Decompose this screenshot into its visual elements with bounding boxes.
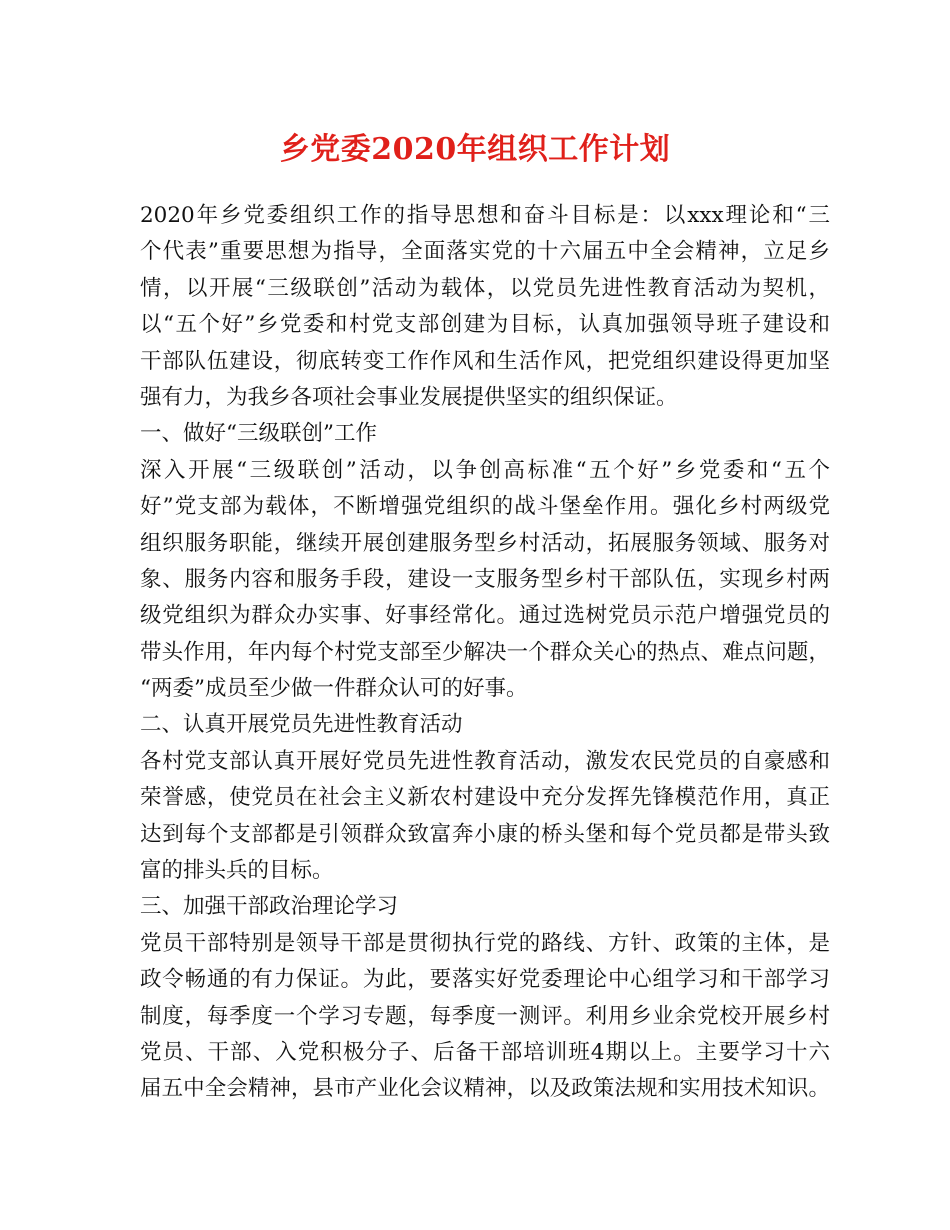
body-line: “两委”成员至少做一件群众认可的好事。 [140, 676, 528, 702]
body-line: 个代表”重要思想为指导，全面落实党的十六届五中全会精神，立足乡 [140, 239, 830, 265]
body-line: 荣誉感，使党员在社会主义新农村建设中充分发挥先锋模范作用，真正 [140, 785, 830, 811]
body-line: 三、加强干部政治理论学习 [140, 894, 399, 920]
body-line: 带头作用，年内每个村党支部至少解决一个群众关心的热点、难点问题， [140, 639, 830, 665]
body-line: 级党组织为群众办实事、好事经常化。通过选树党员示范户增强党员的 [140, 603, 830, 629]
body-line: 情，以开展“三级联创”活动为载体，以党员先进性教育活动为契机， [140, 275, 830, 301]
body-line: 各村党支部认真开展好党员先进性教育活动，激发农民党员的自豪感和 [140, 748, 830, 774]
body-line: 象、服务内容和服务手段，建设一支服务型乡村干部队伍，实现乡村两 [140, 566, 830, 592]
body-line: 政令畅通的有力保证。为此，要落实好党委理论中心组学习和干部学习 [140, 967, 830, 993]
body-line: 二、认真开展党员先进性教育活动 [140, 712, 463, 738]
body-line: 组织服务职能，继续开展创建服务型乡村活动，拓展服务领域、服务对 [140, 530, 830, 556]
body-line: 届五中全会精神，县市产业化会议精神，以及政策法规和实用技术知识。 [140, 1076, 830, 1102]
body-line: 一、做好“三级联创”工作 [140, 421, 377, 447]
body-line: 制度，每季度一个学习专题，每季度一测评。利用乡业余党校开展乡村 [140, 1003, 830, 1029]
body-line: 以“五个好”乡党委和村党支部创建为目标，认真加强领导班子建设和 [140, 312, 830, 338]
body-line: 好”党支部为载体，不断增强党组织的战斗堡垒作用。强化乡村两级党 [140, 494, 830, 520]
document-body [140, 198, 830, 1108]
body-line: 深入开展“三级联创”活动，以争创高标准“五个好”乡党委和“五个 [140, 457, 830, 483]
body-line: 干部队伍建设，彻底转变工作作风和生活作风，把党组织建设得更加坚 [140, 348, 830, 374]
body-line: 党员、干部、入党积极分子、后备干部培训班4期以上。主要学习十六 [140, 1039, 830, 1065]
body-line: 富的排头兵的目标。 [140, 858, 334, 884]
body-line: 达到每个支部都是引领群众致富奔小康的桥头堡和每个党员都是带头致 [140, 821, 830, 847]
document-title: 乡党委2020年组织工作计划 [279, 132, 671, 167]
body-line: 强有力，为我乡各项社会事业发展提供坚实的组织保证。 [140, 384, 678, 410]
body-line: 党员干部特别是领导干部是贯彻执行党的路线、方针、政策的主体，是 [140, 930, 830, 956]
body-line: 2020年乡党委组织工作的指导思想和奋斗目标是：以xxx理论和“三 [140, 203, 830, 228]
